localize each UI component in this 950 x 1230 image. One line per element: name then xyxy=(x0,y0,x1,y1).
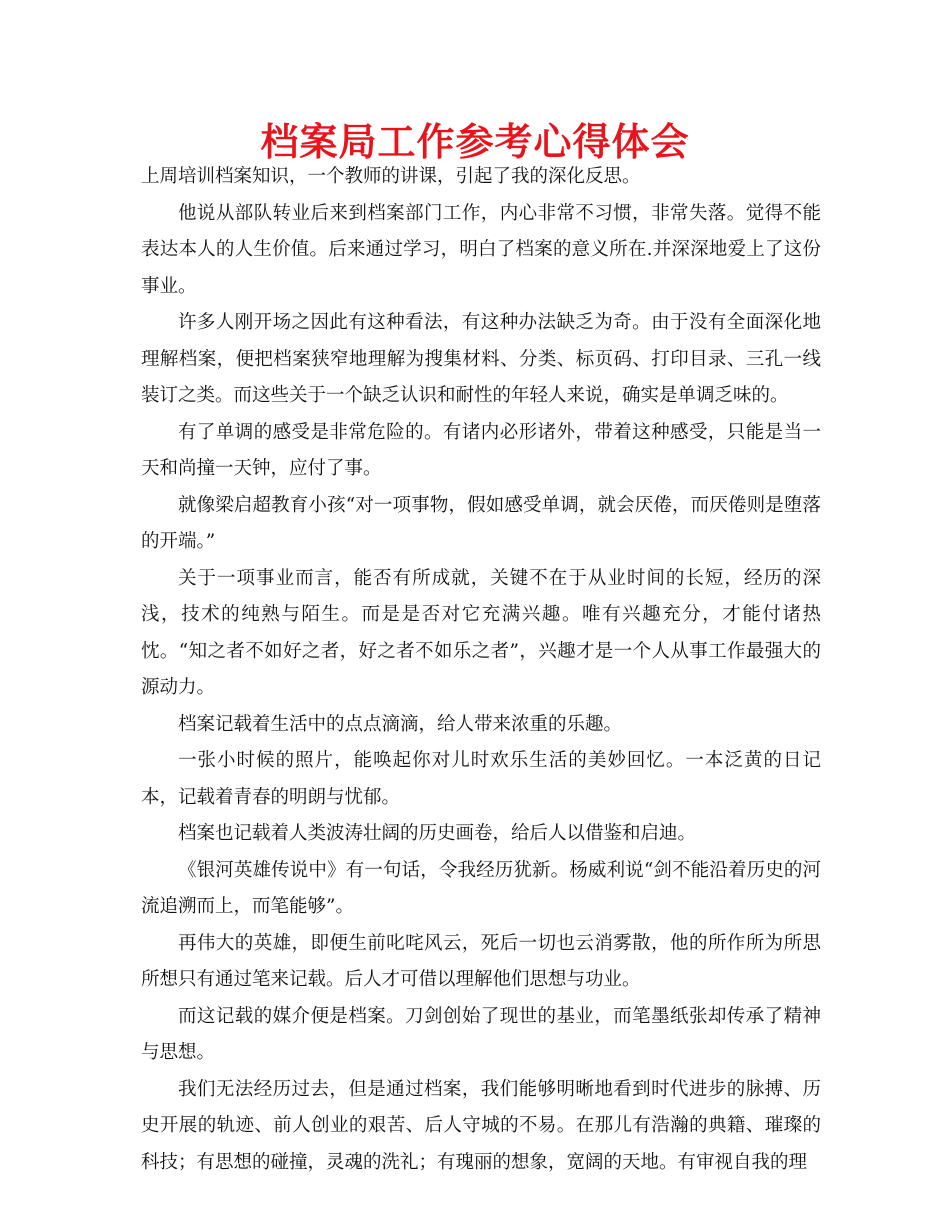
paragraph: 许多人刚开场之因此有这种看法，有这种办法缺乏为奇。由于没有全面深化地理解档案，便把档案狭窄地理解为搜集材料、分类、标页码、打印目录、三孔一线装订之类。而这些关于一个缺乏认识和耐性的年轻人来说，确实是单调乏味的。 xyxy=(141,312,821,406)
paragraph: 而这记载的媒介便是档案。刀剑创始了现世的基业，而笔墨纸张却传承了精神与思想。 xyxy=(141,1005,821,1063)
paragraph: 有了单调的感受是非常危险的。有诸内必形诸外，带着这种感受，只能是当一天和尚撞一天钟，应付了事。 xyxy=(141,421,821,479)
paragraph: 关于一项事业而言，能否有所成就，关键不在于从业时间的长短，经历的深浅，技术的纯熟与陌生。而是是否对它充满兴趣。唯有兴趣充分，才能付诸热忱。“知之者不如好之者，好之者不如乐之者”，兴趣才是一个人从事工作最强大的源动力。 xyxy=(141,567,821,698)
document-body xyxy=(141,159,821,1181)
document-title: 档案局工作参考心得体会 xyxy=(260,120,690,164)
paragraph: 再伟大的英雄，即便生前叱咤风云，死后一切也云消雾散，他的所作所为所思所想只有通过笔来记载。后人才可借以理解他们思想与功业。 xyxy=(141,932,821,990)
paragraph: 就像梁启超教育小孩“对一项事物，假如感受单调，就会厌倦，而厌倦则是堕落的开端。” xyxy=(141,494,821,552)
paragraph: 档案记载着生活中的点点滴滴，给人带来浓重的乐趣。 xyxy=(178,713,623,735)
paragraph: 《银河英雄传说中》有一句话，令我经历犹新。杨威利说“剑不能沿着历史的河流追溯而上，而笔能够”。 xyxy=(141,859,821,917)
paragraph: 他说从部队转业后来到档案部门工作，内心非常不习惯，非常失落。觉得不能表达本人的人生价值。后来通过学习，明白了档案的意义所在.并深深地爱上了这份事业。 xyxy=(141,202,821,297)
paragraph: 档案也记载着人类波涛壮阔的历史画卷，给后人以借鉴和启迪。 xyxy=(178,823,697,844)
paragraph: 上周培训档案知识，一个教师的讲课，引起了我的深化反思。 xyxy=(141,166,641,187)
paragraph: 一张小时候的照片，能唤起你对儿时欢乐生活的美妙回忆。一本泛黄的日记本，记载着青春的明朗与忧郁。 xyxy=(141,750,821,808)
paragraph: 我们无法经历过去，但是通过档案，我们能够明晰地看到时代进步的脉搏、历史开展的轨迹、前人创业的艰苦、后人守城的不易。在那儿有浩瀚的典籍、璀璨的科技；有思想的碰撞，灵魂的洗礼；有瑰丽的想象，宽阔的天地。有审视自我的理 xyxy=(141,1078,821,1173)
